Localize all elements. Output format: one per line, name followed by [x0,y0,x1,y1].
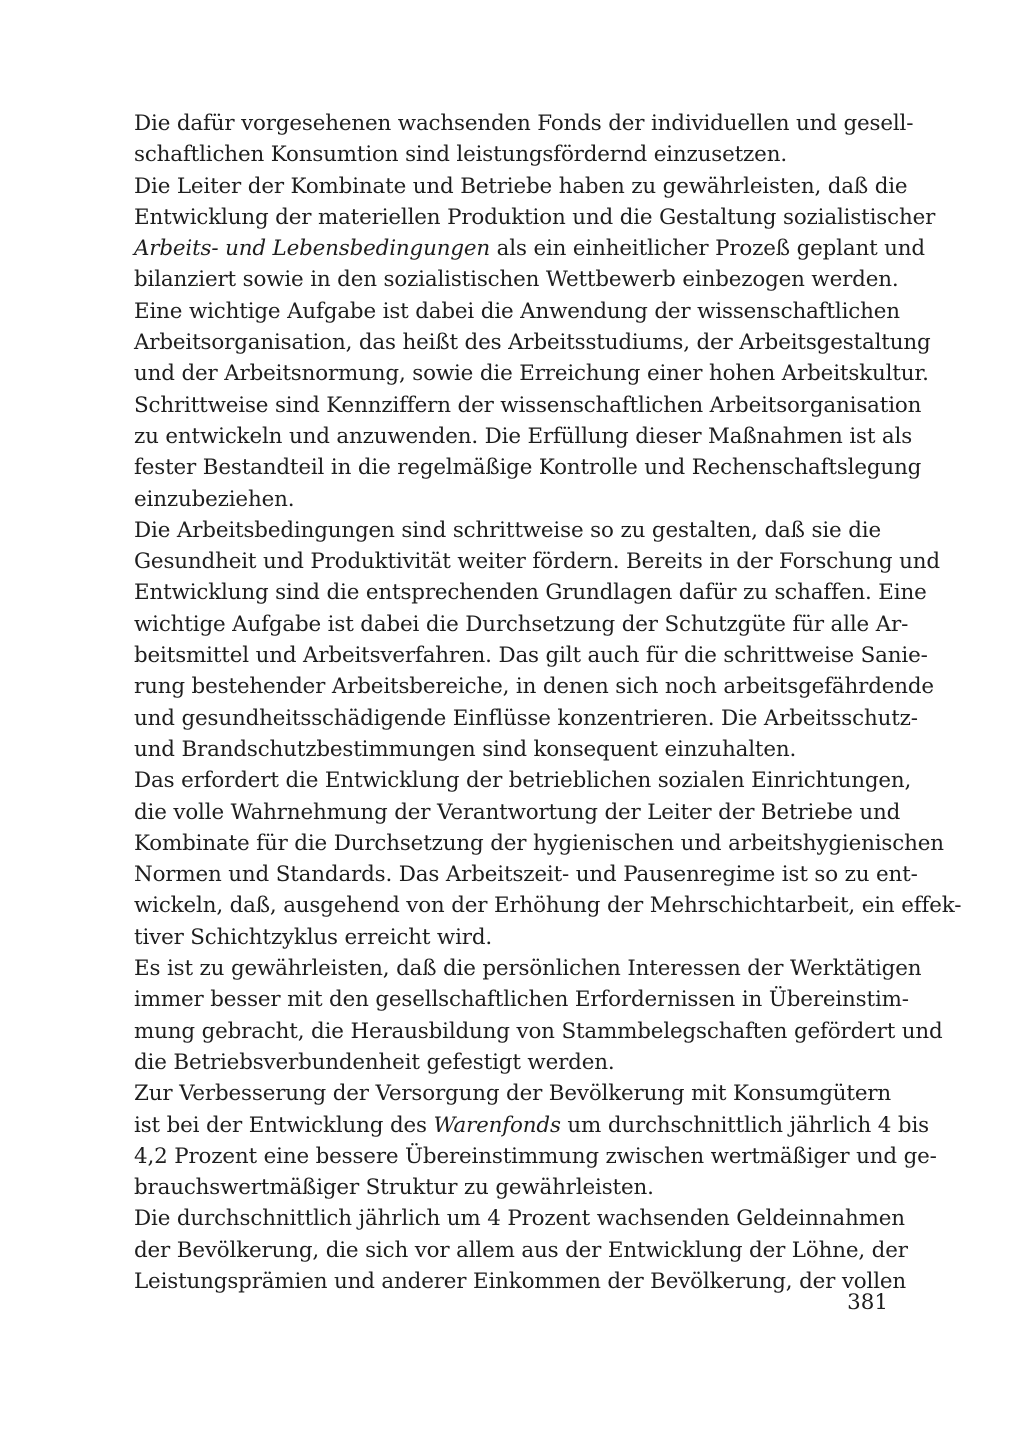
text-line [134,1110,929,1141]
text-run: rung bestehender Arbeitsbereiche, in denen sich noch arbeitsgefährdende [134,674,934,700]
text-run: Arbeitsorganisation, das heißt des Arbeitsstudiums, der Arbeitsgestaltung [134,330,931,356]
text-line [134,922,881,953]
text-run: und Brandschutzbestimmungen sind konsequent einzuhalten. [134,736,797,762]
text-run: Leistungsprämien und anderer Einkommen der Bevölkerung, der vollen [134,1268,907,1294]
text-run: Kombinate für die Durchsetzung der hygienischen und arbeitshygienischen [134,830,944,856]
text-run: wichtige Aufgabe ist dabei die Durchsetzung der Schutzgüte für alle Ar- [134,611,909,637]
text-line [134,546,940,577]
text-line [134,1235,908,1266]
text-line [134,1047,881,1078]
text-line [134,671,934,702]
text-run: Eine wichtige Aufgabe ist dabei die Anwendung der wissenschaftlichen [134,298,900,324]
text-line [134,765,912,796]
text-line [134,577,927,608]
text-line [134,421,913,452]
text-run: Normen und Standards. Das Arbeitszeit- und Pausenregime ist so zu ent- [134,862,918,888]
text-line [134,734,881,765]
emphasized-text: Arbeits- und Lebensbedingungen [134,236,491,262]
text-line [134,890,962,921]
text-run: beitsmittel und Arbeitsverfahren. Das gilt auch für die schrittweise Sanie- [134,643,928,669]
text-line [134,609,909,640]
text-line [134,108,914,139]
text-run: Entwicklung sind die entsprechenden Grundlagen dafür zu schaffen. Eine [134,580,927,606]
text-line [134,358,929,389]
paragraph [134,296,931,515]
paragraph [134,765,962,953]
text-line [134,139,881,170]
text-line [134,1078,892,1109]
text-run: Gesundheit und Produktivität weiter fördern. Bereits in der Forschung und [134,549,940,575]
text-run: Es ist zu gewährleisten, daß die persönlichen Interessen der Werktätigen [134,956,922,982]
paragraph [134,515,940,765]
text-line [134,1172,881,1203]
text-line [134,296,900,327]
text-run: 4,2 Prozent eine bessere Übereinstimmung zwischen wertmäßiger und ge- [134,1143,937,1169]
text-line [134,828,944,859]
text-line [134,484,881,515]
text-line [134,233,925,264]
text-line [134,1141,937,1172]
paragraph [134,1203,908,1297]
text-line [134,171,908,202]
text-run: Das erfordert die Entwicklung der betrieblichen sozialen Einrichtungen, [134,768,912,794]
text-run: mung gebracht, die Herausbildung von Stammbelegschaften gefördert und [134,1018,943,1044]
text-run: der Bevölkerung, die sich vor allem aus der Entwicklung der Löhne, der [134,1237,908,1263]
text-run: zu entwickeln und anzuwenden. Die Erfüllung dieser Maßnahmen ist als [134,423,913,449]
text-line [134,797,901,828]
text-run: bilanziert sowie in den sozialistischen Wettbewerb einbezogen werden. [134,267,899,293]
text-run: die Betriebsverbundenheit gefestigt werden. [134,1049,615,1075]
text-run: Die dafür vorgesehenen wachsenden Fonds der individuellen und gesell- [134,111,914,136]
text-line [134,953,922,984]
text-run: Die durchschnittlich jährlich um 4 Prozent wachsenden Geldeinnahmen [134,1206,905,1232]
text-line [134,1016,943,1047]
text-run: immer besser mit den gesellschaftlichen Erfordernissen in Übereinstim- [134,987,909,1013]
text-line [134,515,881,546]
text-run: Die Arbeitsbedingungen sind schrittweise so zu gestalten, daß sie die [134,517,881,543]
text-run: Schrittweise sind Kennziffern der wissenschaftlichen Arbeitsorganisation [134,392,922,418]
text-line [134,202,936,233]
text-line [134,703,918,734]
text-line [134,984,909,1015]
paragraph [134,171,936,296]
text-line [134,264,899,295]
text-run: fester Bestandteil in die regelmäßige Kontrolle und Rechenschaftslegung [134,455,922,481]
text-line [134,452,922,483]
page-number: 381 [847,1290,888,1315]
text-run: brauchswertmäßiger Struktur zu gewährleisten. [134,1175,654,1201]
text-line [134,1203,905,1234]
text-line [134,1266,907,1297]
text-run: und der Arbeitsnormung, sowie die Erreichung einer hohen Arbeitskultur. [134,361,929,387]
text-run: als ein einheitlicher Prozeß geplant und [490,236,925,262]
text-run: tiver Schichtzyklus erreicht wird. [134,924,493,950]
text-run: die volle Wahrnehmung der Verantwortung der Leiter der Betriebe und [134,799,901,825]
text-run: Entwicklung der materiellen Produktion und die Gestaltung sozialistischer [134,204,936,230]
paragraph [134,108,914,171]
text-run: ist bei der Entwicklung des [134,1112,434,1138]
text-run: schaftlichen Konsumtion sind leistungsfördernd einzusetzen. [134,142,787,168]
text-line [134,390,922,421]
text-run: wickeln, daß, ausgehend von der Erhöhung der Mehrschichtarbeit, ein effek- [134,893,962,919]
text-line [134,640,928,671]
text-line [134,327,931,358]
emphasized-text: Warenfonds [433,1112,561,1138]
text-run: um durchschnittlich jährlich 4 bis [560,1112,929,1138]
text-line [134,859,918,890]
page-body [134,108,962,1297]
text-run: Die Leiter der Kombinate und Betriebe haben zu gewährleisten, daß die [134,173,908,199]
text-run: einzubeziehen. [134,486,295,512]
paragraph [134,953,943,1078]
text-run: Zur Verbesserung der Versorgung der Bevölkerung mit Konsumgütern [134,1081,892,1107]
paragraph [134,1078,937,1203]
text-run: und gesundheitsschädigende Einflüsse konzentrieren. Die Arbeitsschutz- [134,705,918,731]
